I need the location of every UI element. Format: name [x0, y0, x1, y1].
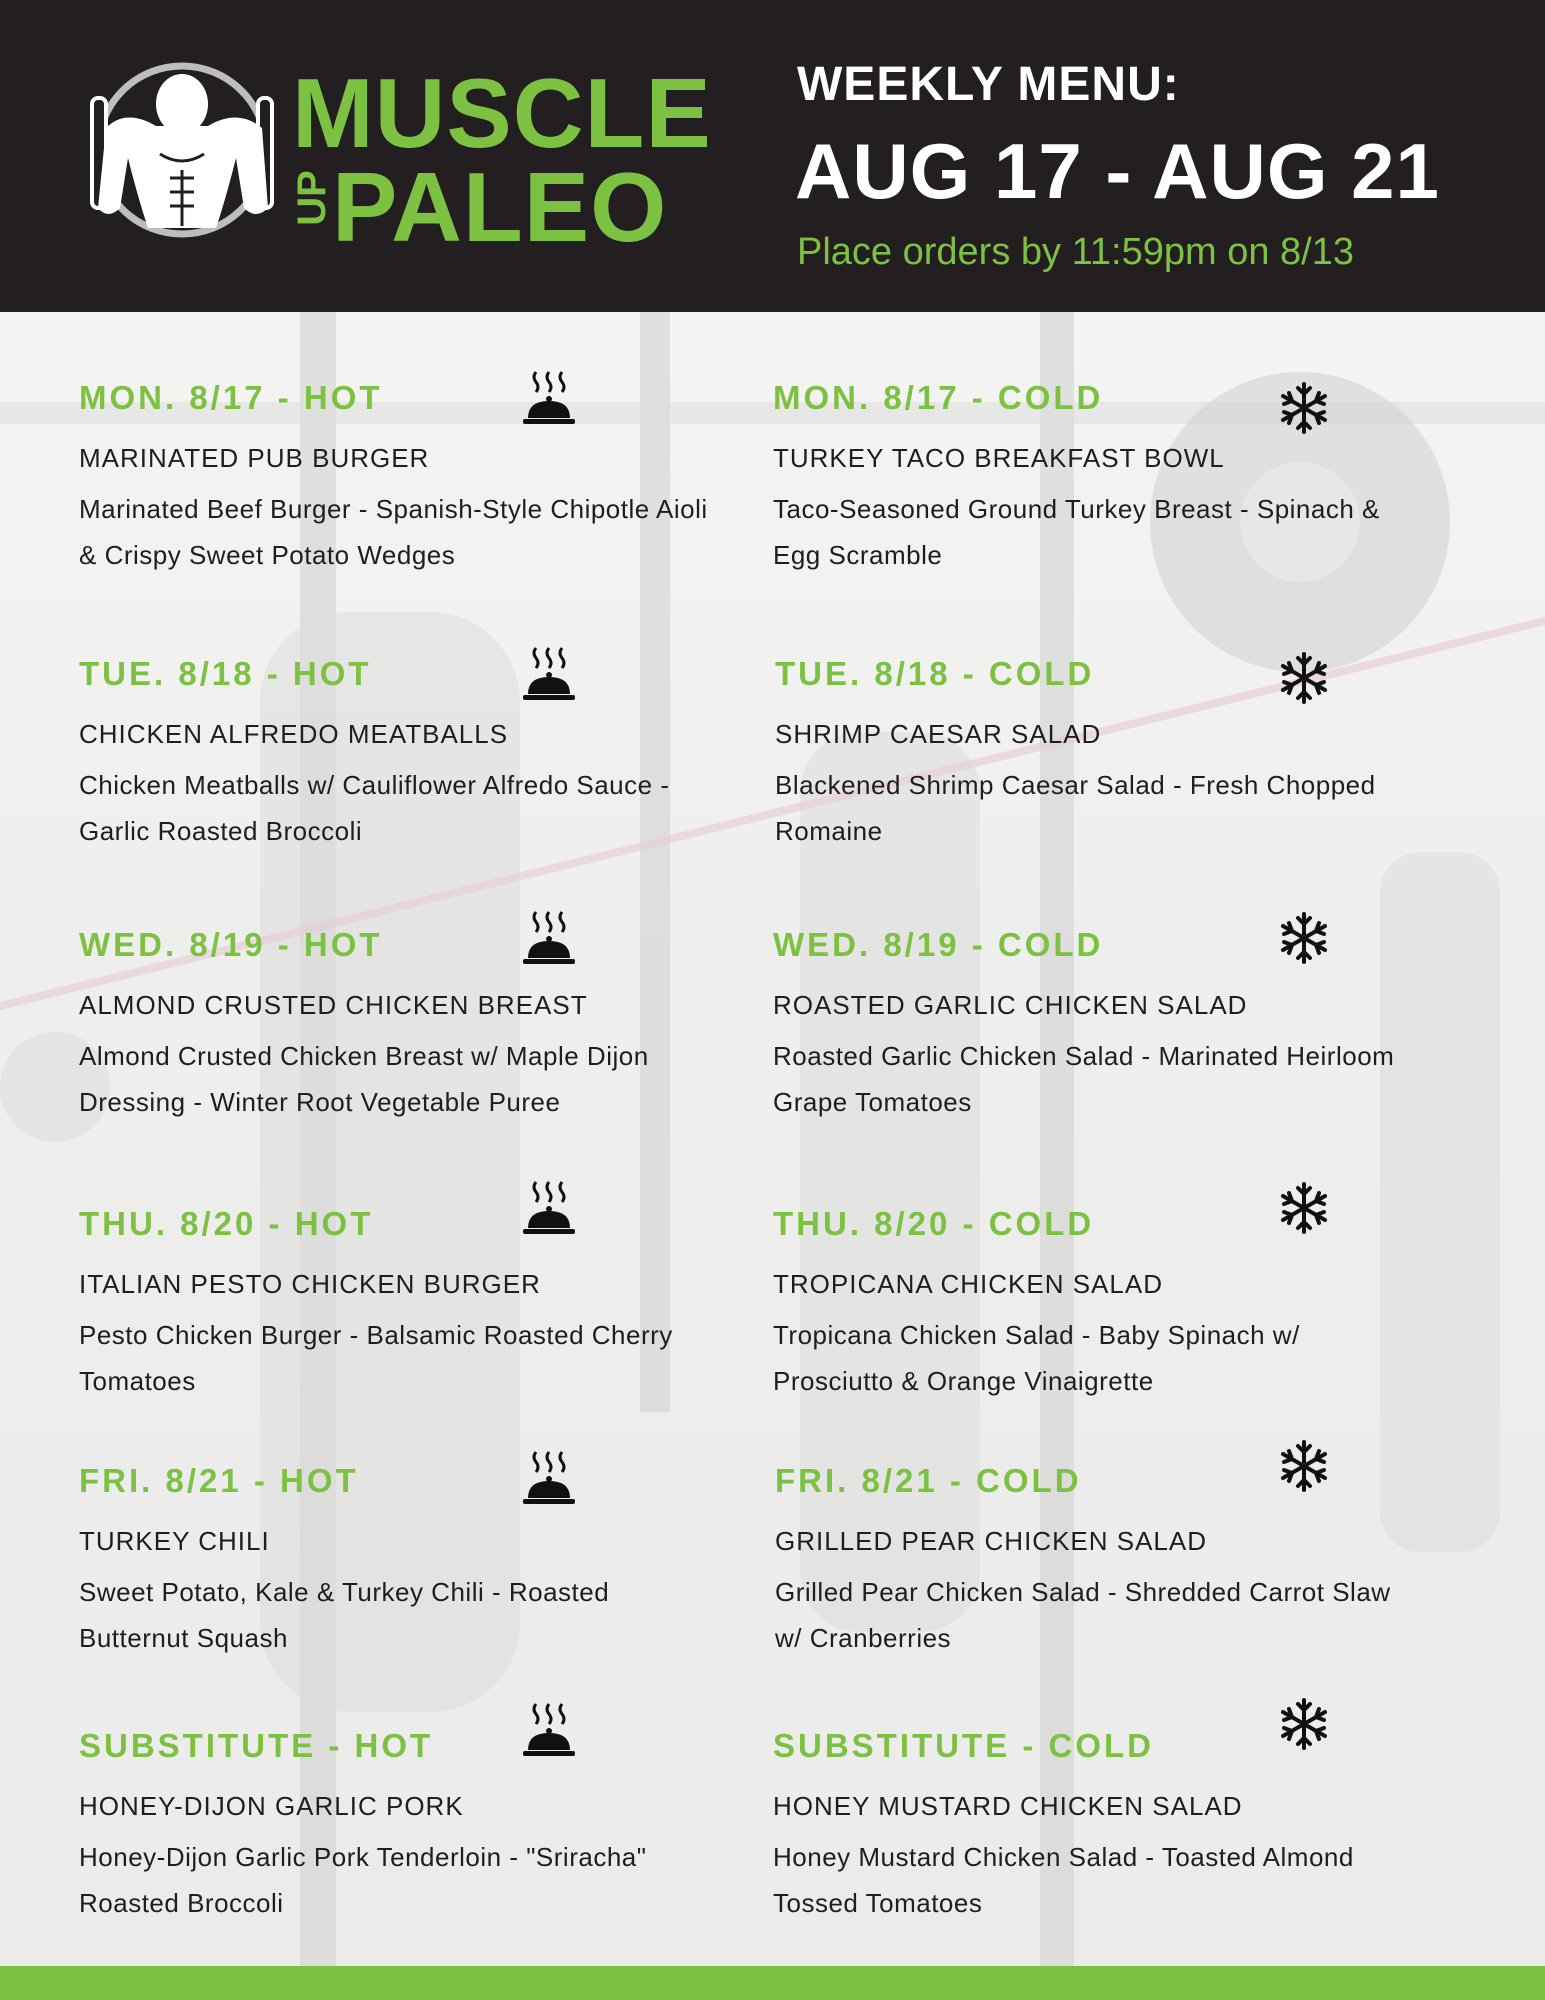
snowflake-icon	[1277, 378, 1331, 438]
menu-day-heading: THU. 8/20 - COLD	[773, 1205, 1095, 1242]
menu-day-heading: WED. 8/19 - HOT	[79, 926, 383, 963]
dish-name: ROASTED GARLIC CHICKEN SALAD	[773, 990, 1248, 1020]
dish-description: Taco-Seasoned Ground Turkey Breast - Spinach & Egg Scramble	[773, 494, 1380, 570]
dish-description: Sweet Potato, Kale & Turkey Chili - Roasted Butternut Squash	[79, 1577, 610, 1653]
dish-name: TURKEY CHILI	[79, 1526, 270, 1556]
snowflake-icon	[1277, 908, 1331, 968]
dish-description: Roasted Garlic Chicken Salad - Marinated Heirloom Grape Tomatoes	[773, 1041, 1395, 1117]
menu-day-heading: MON. 8/17 - HOT	[79, 379, 383, 416]
dish-name: ALMOND CRUSTED CHICKEN BREAST	[79, 990, 588, 1020]
dish-name: SHRIMP CAESAR SALAD	[775, 719, 1102, 749]
muscle-man-logo-icon	[86, 58, 286, 248]
dish-description: Blackened Shrimp Caesar Salad - Fresh Chopped Romaine	[775, 770, 1376, 846]
menu-item-hot	[79, 925, 759, 1125]
date-range: AUG 17 - AUG 21	[795, 127, 1440, 215]
hot-food-cloche-icon	[522, 908, 576, 968]
dish-name: MARINATED PUB BURGER	[79, 443, 430, 473]
hot-food-cloche-icon	[522, 1700, 576, 1760]
menu-day-heading: TUE. 8/18 - COLD	[775, 655, 1095, 692]
dish-description: Marinated Beef Burger - Spanish-Style Chipotle Aioli & Crispy Sweet Potato Wedges	[79, 494, 708, 570]
snowflake-icon	[1277, 1178, 1331, 1238]
menu-item-cold	[775, 1461, 1455, 1661]
weekly-menu-label: WEEKLY MENU:	[797, 58, 1180, 111]
menu-grid	[0, 312, 1545, 1966]
header	[0, 0, 1545, 312]
menu-item-cold	[775, 654, 1455, 854]
dish-name: CHICKEN ALFREDO MEATBALLS	[79, 719, 509, 749]
menu-day-heading: MON. 8/17 - COLD	[773, 379, 1104, 416]
snowflake-icon	[1277, 648, 1331, 708]
dish-description: Grilled Pear Chicken Salad - Shredded Carrot Slaw w/ Cranberries	[775, 1577, 1391, 1653]
dish-name: ITALIAN PESTO CHICKEN BURGER	[79, 1269, 541, 1299]
menu-item-cold	[773, 1204, 1453, 1404]
snowflake-icon	[1277, 1694, 1331, 1754]
dish-name: TURKEY TACO BREAKFAST BOWL	[773, 443, 1225, 473]
menu-item-hot	[79, 1461, 759, 1661]
menu-day-heading: FRI. 8/21 - HOT	[79, 1462, 359, 1499]
menu-item-hot	[79, 378, 759, 578]
menu-item-cold	[773, 1726, 1453, 1926]
dish-description: Pesto Chicken Burger - Balsamic Roasted Cherry Tomatoes	[79, 1320, 673, 1396]
dish-name: HONEY-DIJON GARLIC PORK	[79, 1791, 464, 1821]
menu-day-heading: THU. 8/20 - HOT	[79, 1205, 374, 1242]
dish-description: Honey Mustard Chicken Salad - Toasted Almond Tossed Tomatoes	[773, 1842, 1354, 1918]
snowflake-icon	[1277, 1436, 1331, 1496]
menu-item-hot	[79, 654, 759, 854]
logo-word-muscle: MUSCLE	[292, 58, 712, 168]
logo	[86, 58, 712, 262]
hot-food-cloche-icon	[522, 1448, 576, 1508]
dish-description: Chicken Meatballs w/ Cauliflower Alfredo Sauce - Garlic Roasted Broccoli	[79, 770, 670, 846]
footer-bar	[0, 1966, 1545, 2000]
menu-item-hot	[79, 1726, 759, 1926]
menu-day-heading: FRI. 8/21 - COLD	[775, 1462, 1082, 1499]
dish-name: GRILLED PEAR CHICKEN SALAD	[775, 1526, 1208, 1556]
order-deadline: Place orders by 11:59pm on 8/13	[797, 231, 1354, 273]
hot-food-cloche-icon	[522, 1178, 576, 1238]
menu-day-heading: WED. 8/19 - COLD	[773, 926, 1104, 963]
dish-description: Almond Crusted Chicken Breast w/ Maple Dijon Dressing - Winter Root Vegetable Puree	[79, 1041, 649, 1117]
menu-item-cold	[773, 378, 1453, 578]
logo-word-up: UP	[290, 170, 334, 226]
dish-name: TROPICANA CHICKEN SALAD	[773, 1269, 1163, 1299]
menu-day-heading: SUBSTITUTE - HOT	[79, 1727, 434, 1764]
menu-day-heading: TUE. 8/18 - HOT	[79, 655, 372, 692]
dish-description: Tropicana Chicken Salad - Baby Spinach w/ Prosciutto & Orange Vinaigrette	[773, 1320, 1300, 1396]
logo-word-paleo: PALEO	[332, 152, 668, 262]
menu-item-hot	[79, 1204, 759, 1404]
dish-description: Honey-Dijon Garlic Pork Tenderloin - "Sriracha" Roasted Broccoli	[79, 1842, 647, 1918]
hot-food-cloche-icon	[522, 644, 576, 704]
menu-item-cold	[773, 925, 1453, 1125]
dish-name: HONEY MUSTARD CHICKEN SALAD	[773, 1791, 1243, 1821]
menu-day-heading: SUBSTITUTE - COLD	[773, 1727, 1154, 1764]
hot-food-cloche-icon	[522, 368, 576, 428]
